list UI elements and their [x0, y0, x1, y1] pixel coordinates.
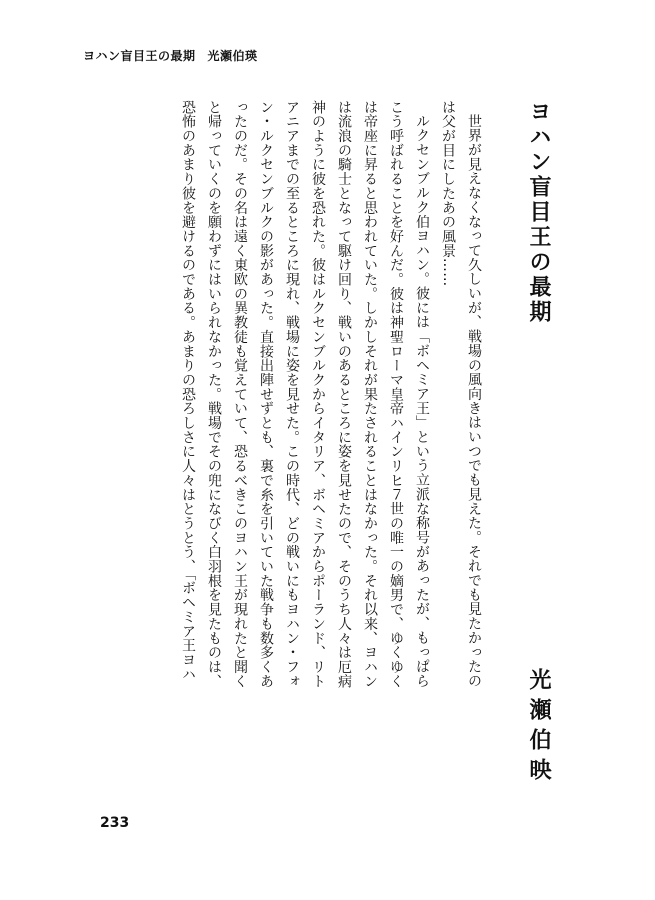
- running-head: [83, 47, 258, 64]
- story-author: 光瀬伯映: [526, 668, 551, 788]
- page-number: 233: [100, 815, 130, 831]
- running-head-author: 光瀬伯瑛: [207, 49, 258, 63]
- story-title: ヨハン盲目王の最期: [526, 100, 551, 325]
- body-line: アニアまでの至るところに現れ、戦場に姿を見せた。この時代、どの戦いにもヨハン・フォ: [284, 100, 300, 689]
- body-line: ったのだ。その名は遠く東欧の異教徒も覚えていて、恐るべきこのヨハン王が現れたと聞く: [232, 100, 248, 689]
- body-line: 世界が見えなくなって久しいが、戦場の風向きはいつでも見えた。それでも見たかったの: [466, 114, 482, 688]
- body-line: 神のように彼を恐れた。彼はルクセンブルクからイタリア、ボヘミアからポーランド、リト: [310, 100, 326, 689]
- body-line: と帰っていくのを願わずにはいられなかった。戦場でその兜になびく白羽根を見たものは、: [206, 100, 222, 689]
- body-line: は父が目にしたあの風景……: [440, 100, 456, 287]
- body-line: 恐怖のあまり彼を避けるのである。あまりの恐ろしさに人々はとうとう、「ボヘミア王ヨハ: [180, 100, 196, 682]
- body-text: [175, 100, 487, 790]
- body-line: ルクセンブルク伯ヨハン。彼には「ボヘミア王」という立派な称号があったが、もっぱら: [414, 114, 430, 688]
- body-line: ン・ルクセンブルクの影があった。直接出陣せずとも、裏で糸を引いていた戦争も数多くあ: [258, 100, 274, 689]
- body-line: は流浪の騎士となって駆け回り、戦いのあるところに姿を見せたので、そのうち人々は厄病: [336, 100, 352, 689]
- running-head-title: ヨハン盲目王の最期: [83, 49, 196, 63]
- body-line: こう呼ばれることを好んだ。彼は神聖ローマ皇帝ハインリヒ７世の唯一の嫡男で、ゆくゆく: [388, 100, 404, 689]
- body-line: は帝座に昇ると思われていた。しかしそれが果たされることはなかった。それ以来、ヨハン: [362, 100, 378, 689]
